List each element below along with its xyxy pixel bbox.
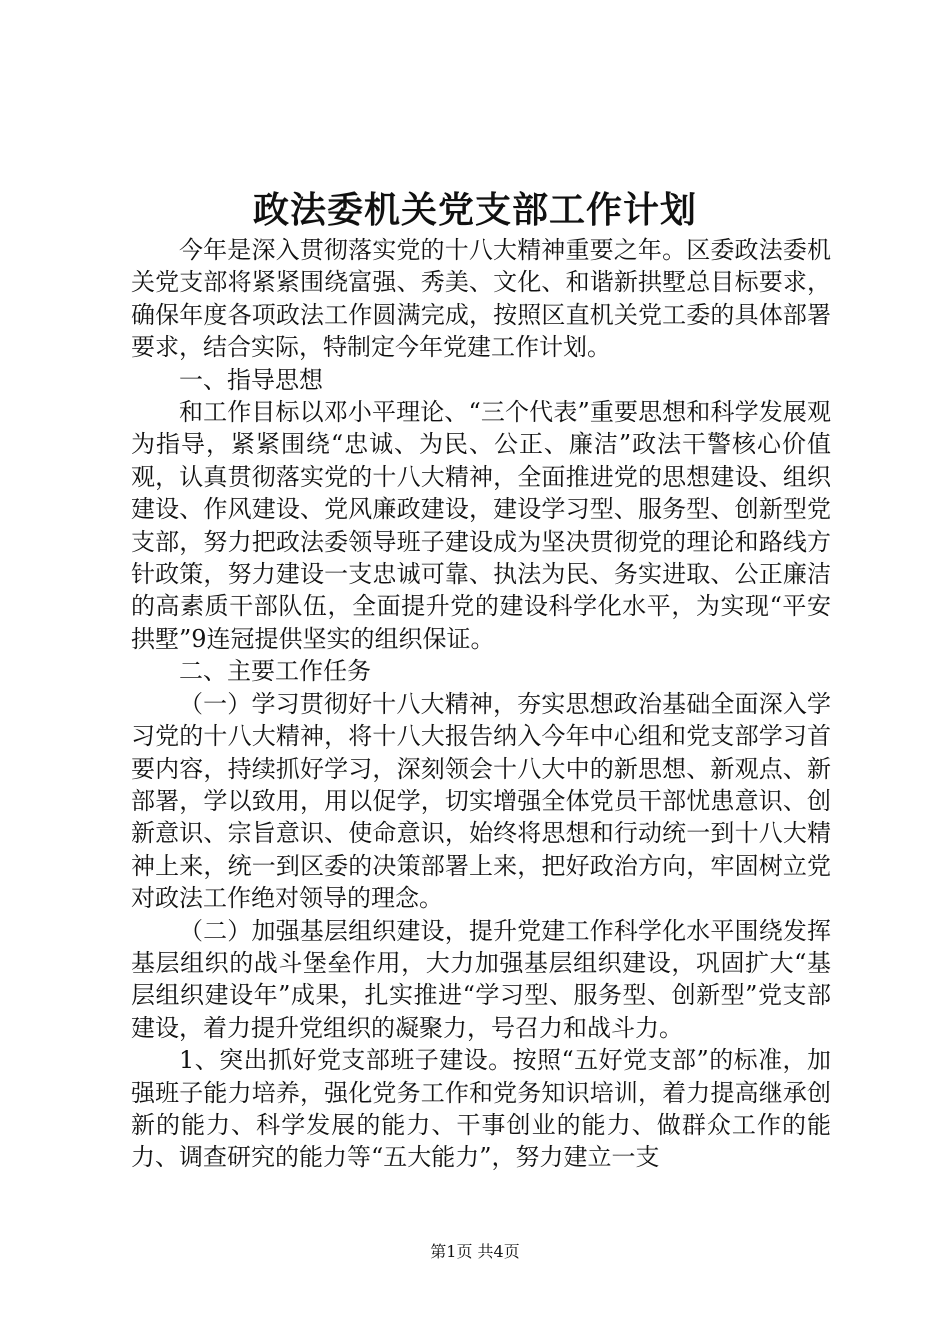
page-number: 第1页 共4页 (430, 1242, 520, 1261)
paragraph-intro: 今年是深入贯彻落实党的十八大精神重要之年。区委政法委机关党支部将紧紧围绕富强、秀美、文化、和谐新拱墅总目标要求，确保年度各项政法工作圆满完成，按照区直机关党工委的具体部署要求，结合实际，特制定今年党建工作计划。 (131, 236, 831, 362)
document-body (131, 234, 831, 1174)
paragraph-task-one: （一）学习贯彻好十八大精神，夯实思想政治基础全面深入学习党的十八大精神，将十八大报告纳入今年中心组和党支部学习首要内容，持续抓好学习，深刻领会十八大中的新思想、新观点、新部署，学以致用，用以促学，切实增强全体党员干部忧患意识、创新意识、宗旨意识、使命意识，始终将思想和行动统一到十八大精神上来，统一到区委的决策部署上来，把好政治方向，牢固树立党对政法工作绝对领导的理念。 (131, 689, 831, 913)
paragraph-item-one: 1、突出抓好党支部班子建设。按照“五好党支部”的标准，加强班子能力培养，强化党务工作和党务知识培训，着力提高继承创新的能力、科学发展的能力、干事创业的能力、做群众工作的能力、调查研究的能力等“五大能力”，努力建立一支 (131, 1046, 831, 1172)
document-title: 政法委机关党支部工作计划 (252, 189, 697, 231)
heading-guiding-ideology: 一、指导思想 (179, 365, 323, 394)
paragraph-task-two: （二）加强基层组织建设，提升党建工作科学化水平围绕发挥基层组织的战斗堡垒作用，大力加强基层组织建设，巩固扩大“基层组织建设年”成果，扎实推进“学习型、服务型、创新型”党支部建设，着力提升党组织的凝聚力，号召力和战斗力。 (131, 916, 831, 1042)
paragraph-guiding-ideology: 和工作目标以邓小平理论、“三个代表”重要思想和科学发展观为指导，紧紧围绕“忠诚、为民、公正、廉洁”政法干警核心价值观，认真贯彻落实党的十八大精神，全面推进党的思想建设、组织建设、作风建设、党风廉政建设，建设学习型、服务型、创新型党支部，努力把政法委领导班子建设成为坚决贯彻党的理论和路线方针政策，努力建设一支忠诚可靠、执法为民、务实进取、公正廉洁的高素质干部队伍，全面提升党的建设科学化水平，为实现“平安拱墅”9连冠提供坚实的组织保证。 (131, 398, 831, 653)
heading-main-tasks: 二、主要工作任务 (179, 657, 371, 686)
